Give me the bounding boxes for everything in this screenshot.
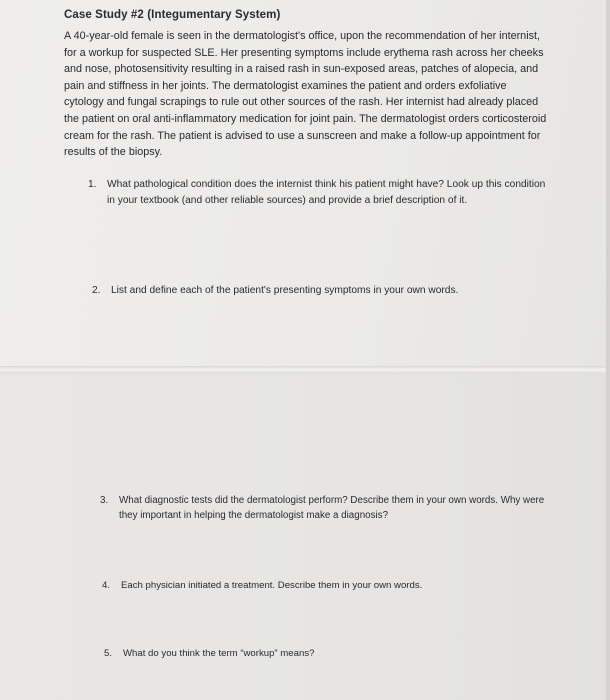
page-fold bbox=[0, 366, 610, 374]
question-text: What do you think the term “workup” means? bbox=[123, 648, 315, 659]
question-text: What diagnostic tests did the dermatologist perform? Describe them in your own words. Why were they important in helping the dermatologist make a diagnosis? bbox=[119, 495, 545, 521]
question-number: 2. bbox=[92, 285, 101, 296]
question-2 bbox=[92, 283, 532, 299]
page-edge bbox=[606, 0, 610, 700]
question-text: Each physician initiated a treatment. Describe them in your own words. bbox=[121, 580, 423, 591]
case-description: A 40-year-old female is seen in the dermatologist's office, upon the recommendation of her internist, for a workup for suspected SLE. Her presenting symptoms include erythema rash across her cheeks and nose, photosensitivity resulting in a raised rash in sun-exposed areas, patches of alopecia, and pain and stiffness in her joints. The dermatologist examines the patient and orders exfoliative cytology and fungal scrapings to rule out other sources of the rash. Her internist had already placed the patient on oral anti-inflammatory medication for joint pain. The dermatologist orders corticosteroid cream for the rash. The patient is advised to use a sunscreen and make a follow-up appointment for results of the biopsy. bbox=[64, 30, 547, 159]
case-study-title: Case Study #2 (Integumentary System) bbox=[64, 9, 281, 21]
question-number: 3. bbox=[100, 495, 109, 506]
question-number: 4. bbox=[102, 580, 111, 591]
question-text: What pathological condition does the internist think his patient might have? Look up this condition in your textbook (and other reliable sources) and provide a brief description of it. bbox=[107, 179, 546, 206]
question-3 bbox=[100, 493, 550, 523]
question-4 bbox=[102, 578, 522, 594]
question-text: List and define each of the patient's presenting symptoms in your own words. bbox=[111, 285, 459, 296]
question-5 bbox=[104, 646, 524, 662]
question-number: 1. bbox=[88, 179, 97, 190]
question-1 bbox=[88, 177, 548, 208]
question-number: 5. bbox=[104, 648, 113, 659]
